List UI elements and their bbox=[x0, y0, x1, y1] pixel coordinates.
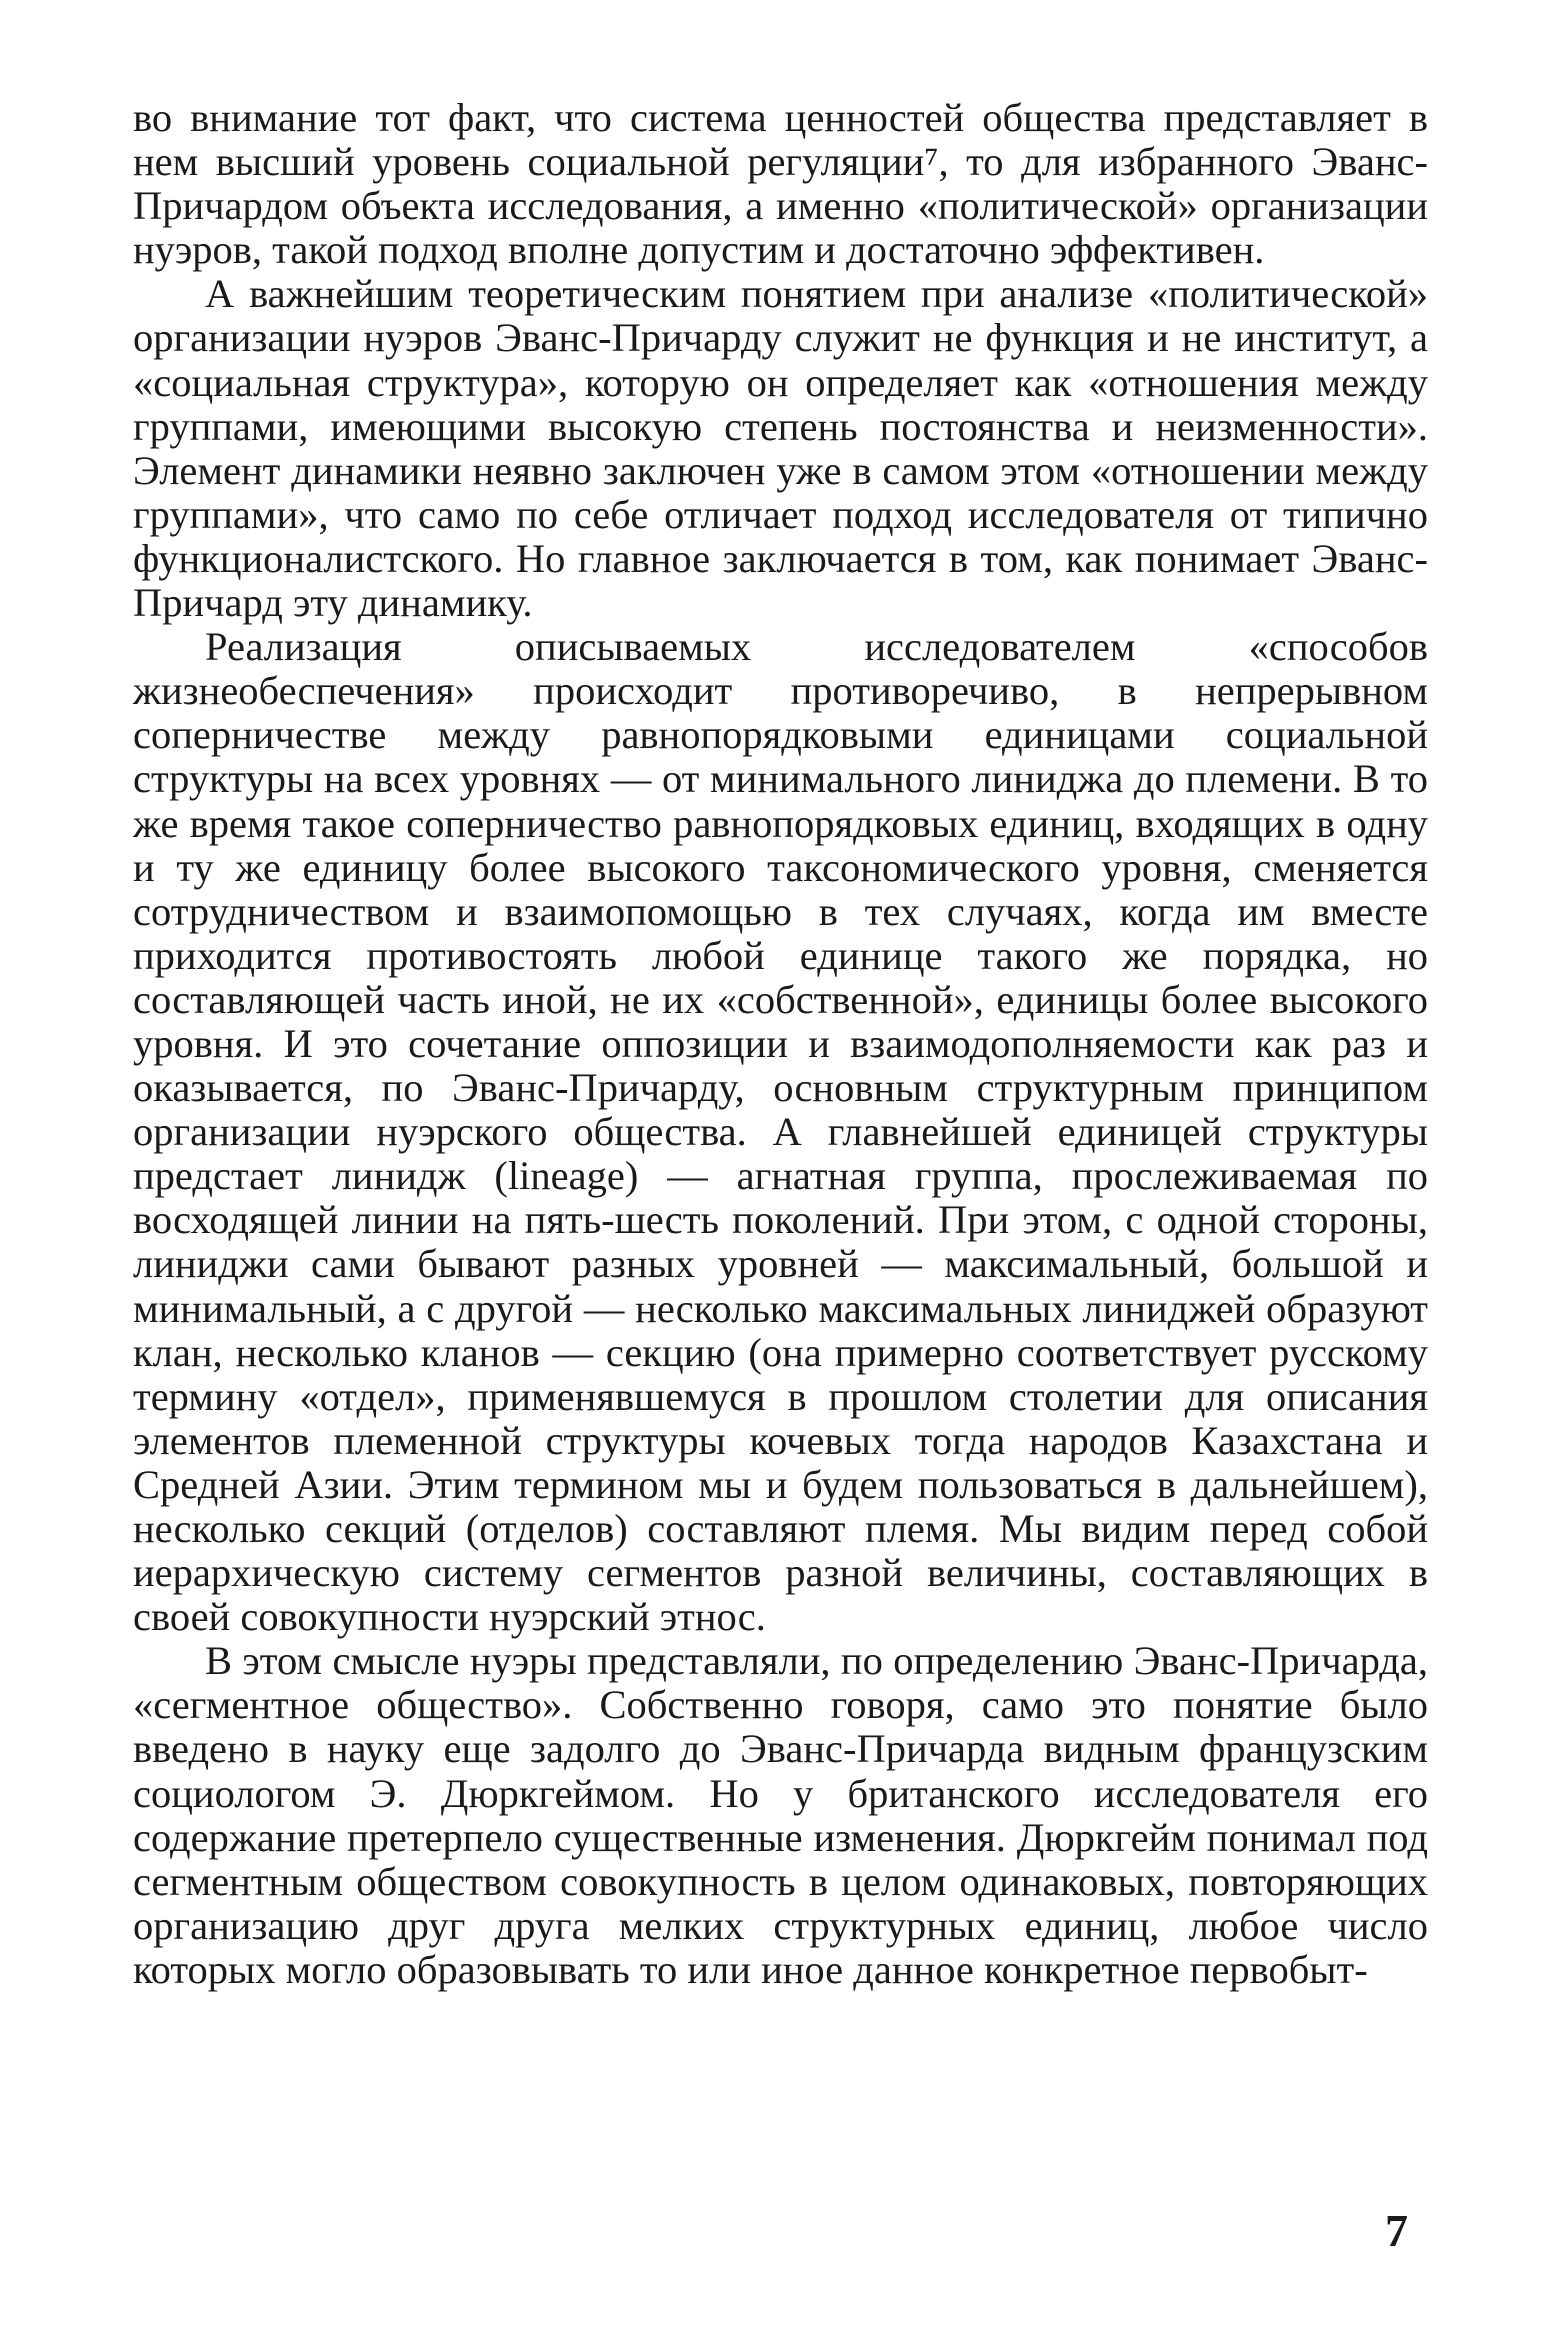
document-page bbox=[133, 96, 1428, 2336]
paragraph-segmentary-society: В этом смысле нуэры представляли, по определению Эванс-Причарда, «сегментное общество». Собственно говоря, само это понятие было введено в науку еще задолго до Эванс-Причарда видным французским социологом Э. Дюркгеймом. Но у британского исследователя его содержание претерпело существенные изменения. Дюркгейм понимал под сегментным обществом совокупность в целом одинаковых, повторяющих организацию друг друга мелких структурных единиц, любое число которых могло образовывать то или иное данное конкретное первобыт- bbox=[133, 1638, 1428, 1992]
paragraph-continuation: во внимание тот факт, что система ценностей общества представляет в нем высший уровень социальной регуляции⁷, то для избранного Эванс-Причардом объекта исследования, а именно «политической» организации нуэров, такой подход вполне допустим и достаточно эффективен. bbox=[133, 95, 1428, 273]
paragraph-social-structure: А важнейшим теоретическим понятием при анализе «политической» организации нуэров Эванс-Причарду служит не функция и не институт, а «социальная структура», которую он определяет как «отношения между группами, имеющими высокую степень постоянства и неизменности». Элемент динамики неявно заключен уже в самом этом «отношении между группами», что само по себе отличает подход исследователя от типично функционалистского. Но главное заключается в том, как понимает Эванс-Причард эту динамику. bbox=[133, 271, 1428, 626]
page-number: 7 bbox=[1385, 2205, 1408, 2256]
paragraph-segments: Реализация описываемых исследователем «способов жизнеобеспечения» происходит противоречиво, в непрерывном соперничестве между равнопорядковыми единицами социальной структуры на всех уровнях — от минимального линиджа до племени. В то же время такое соперничество равнопорядковых единиц, входящих в одну и ту же единицу более высокого таксономического уровня, сменяется сотрудничеством и взаимопомощью в тех случаях, когда им вместе приходится противостоять любой единице такого же порядка, но составляющей часть иной, не их «собственной», единицы более высокого уровня. И это сочетание оппозиции и взаимодополняемости как раз и оказывается, по Эванс-Причарду, основным структурным принципом организации нуэрского общества. А главнейшей единицей структуры предстает линидж (lineage) — агнатная группа, прослеживаемая по восходящей линии на пять-шесть поколений. При этом, с одной стороны, линиджи сами бывают разных уровней — максимальный, большой и минимальный, а с другой — несколько максимальных линиджей образуют клан, несколько кланов — секцию (она примерно соответствует русскому термину «отдел», применявшемуся в прошлом столетии для описания элементов племенной структуры кочевых тогда народов Казахстана и Средней Азии. Этим термином мы и будем пользоваться в дальнейшем), несколько секций (отделов) составляют племя. Мы видим перед собой иерархическую систему сегментов разной величины, составляющих в своей совокупности нуэрский этнос. bbox=[133, 624, 1428, 1640]
